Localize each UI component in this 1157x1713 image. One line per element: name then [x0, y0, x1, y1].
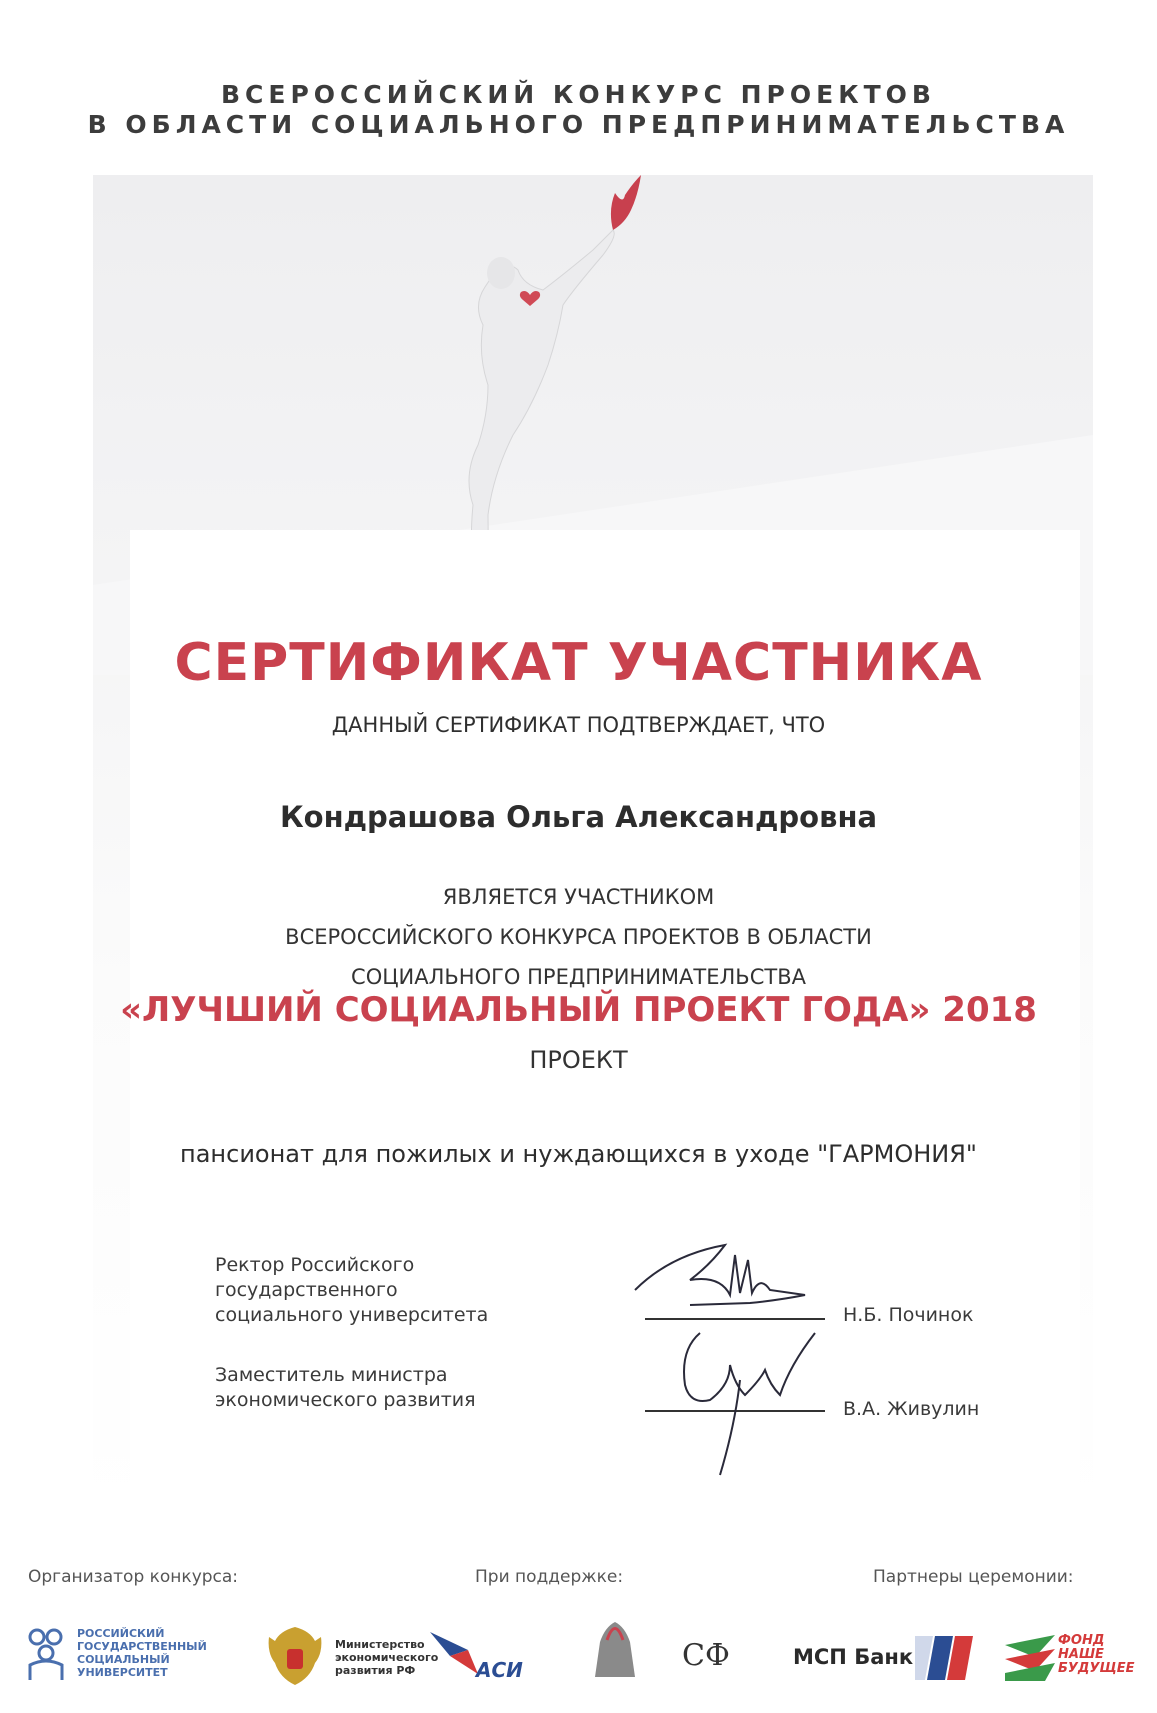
- rgsu-logo-text: [77, 1627, 207, 1679]
- signatory-2-name: В.А. Живулин: [843, 1398, 980, 1420]
- signatory-1-title-line: Ректор Российского: [215, 1254, 415, 1276]
- signatory-2-title: [215, 1363, 476, 1413]
- competition-name: «ЛУЧШИЙ СОЦИАЛЬНЫЙ ПРОЕКТ ГОДА» 2018: [120, 990, 1037, 1030]
- confirm-text: ДАННЫЙ СЕРТИФИКАТ ПОДТВЕРЖДАЕТ, ЧТО: [331, 713, 826, 737]
- fund-logo-line: ФОНД: [1058, 1633, 1105, 1648]
- coat-of-arms-icon: [265, 1623, 325, 1688]
- certificate-title: СЕРТИФИКАТ УЧАСТНИКА: [174, 633, 983, 693]
- ministry-logo-line: экономического: [335, 1651, 439, 1664]
- header-line-2: В ОБЛАСТИ СОЦИАЛЬНОГО ПРЕДПРИНИМАТЕЛЬСТВА: [87, 110, 1070, 139]
- rgsu-logo-icon: [22, 1625, 72, 1685]
- rgsu-logo-line: СОЦИАЛЬНЫЙ: [77, 1653, 170, 1666]
- ministry-logo-line: Министерство: [335, 1638, 425, 1651]
- header-line-1: ВСЕРОССИЙСКИЙ КОНКУРС ПРОЕКТОВ: [221, 80, 936, 109]
- participant-name: Кондрашова Ольга Александровна: [279, 800, 878, 834]
- ministry-logo-text: [335, 1638, 438, 1677]
- fund-logo-icon: [1005, 1635, 1060, 1681]
- forum-logo-icon: [585, 1612, 645, 1682]
- signatory-1-title-line: государственного: [215, 1279, 398, 1301]
- body-line-2: ВСЕРОССИЙСКОГО КОНКУРСА ПРОЕКТОВ В ОБЛАСТИ: [285, 925, 872, 949]
- fund-logo-text: [1058, 1634, 1135, 1676]
- support-label: При поддержке:: [475, 1567, 624, 1587]
- ministry-logo-line: развития РФ: [335, 1664, 416, 1677]
- asi-logo-text: АСИ: [476, 1658, 523, 1682]
- fund-logo-line: НАШЕ: [1058, 1647, 1104, 1662]
- partners-label: Партнеры церемонии:: [873, 1567, 1074, 1587]
- msp-bank-logo-icon: [915, 1636, 975, 1680]
- msp-bank-logo-text: МСП Банк: [793, 1645, 914, 1669]
- signatory-1-name: Н.Б. Починок: [843, 1304, 974, 1326]
- signature-image-2: [640, 1325, 870, 1485]
- fund-logo-line: БУДУЩЕЕ: [1058, 1661, 1135, 1676]
- body-line-1: ЯВЛЯЕТСЯ УЧАСТНИКОМ: [442, 885, 715, 909]
- signatory-1-title-line: социального университета: [215, 1304, 489, 1326]
- project-name: пансионат для пожилых и нуждающихся в уходе "ГАРМОНИЯ": [180, 1140, 977, 1168]
- rgsu-logo-line: УНИВЕРСИТЕТ: [77, 1666, 168, 1679]
- rgsu-logo-line: РОССИЙСКИЙ: [77, 1627, 165, 1640]
- signatory-1-title: [215, 1253, 488, 1328]
- signatory-2-title-line: Заместитель министра: [215, 1364, 448, 1386]
- rgsu-logo-line: ГОСУДАРСТВЕННЫЙ: [77, 1640, 207, 1653]
- sf-logo: СФ: [682, 1638, 730, 1673]
- project-label: ПРОЕКТ: [529, 1046, 628, 1074]
- body-line-3: СОЦИАЛЬНОГО ПРЕДПРИНИМАТЕЛЬСТВА: [351, 965, 806, 989]
- organizer-label: Организатор конкурса:: [28, 1567, 239, 1587]
- signatory-2-title-line: экономического развития: [215, 1389, 476, 1411]
